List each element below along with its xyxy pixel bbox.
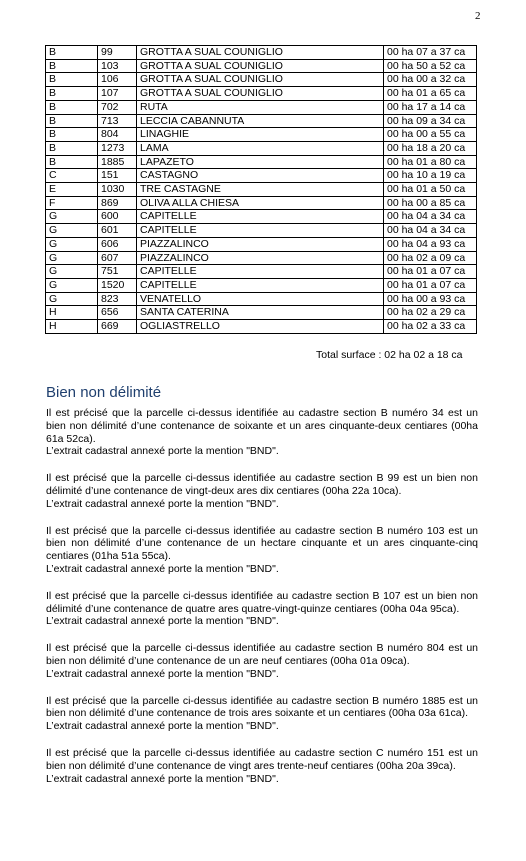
table-row [46, 73, 477, 87]
number-cell: 106 [98, 73, 137, 87]
section-cell: C [46, 169, 98, 183]
paragraph-mention: L’extrait cadastral annexé porte la mention "BND". [46, 667, 279, 680]
number-cell: 823 [98, 292, 137, 306]
section-cell: B [46, 73, 98, 87]
surface-cell: 00 ha 09 a 34 ca [384, 114, 477, 128]
surface-cell: 00 ha 02 a 29 ca [384, 306, 477, 320]
section-cell: G [46, 292, 98, 306]
paragraph-text: Il est précisé que la parcelle ci-dessus identifiée au cadastre section B numéro 1885 est un bien non délimité d’une contenance de trois ares soixante et un centiares (00ha 03a 61ca). [46, 694, 478, 720]
table-row [46, 100, 477, 114]
lieu-dit-cell: CAPITELLE [137, 210, 384, 224]
table-row [46, 59, 477, 73]
parcel-table [45, 45, 477, 334]
number-cell: 151 [98, 169, 137, 183]
number-cell: 103 [98, 59, 137, 73]
table-row [46, 183, 477, 197]
bnd-paragraph [46, 747, 478, 785]
table-row [46, 292, 477, 306]
number-cell: 1520 [98, 278, 137, 292]
surface-cell: 00 ha 07 a 37 ca [384, 46, 477, 60]
section-cell: B [46, 100, 98, 114]
surface-cell: 00 ha 10 a 19 ca [384, 169, 477, 183]
table-row [46, 237, 477, 251]
paragraph-text: Il est précisé que la parcelle ci-dessus identifiée au cadastre section B numéro 34 est un bien non délimité d’une contenance de soixante et un ares cinquante-deux centiares (00ha 61a 52ca). [46, 407, 478, 445]
section-cell: G [46, 224, 98, 238]
number-cell: 1030 [98, 183, 137, 197]
number-cell: 1273 [98, 141, 137, 155]
section-cell: G [46, 265, 98, 279]
lieu-dit-cell: LINAGHIE [137, 128, 384, 142]
number-cell: 99 [98, 46, 137, 60]
number-cell: 669 [98, 320, 137, 334]
lieu-dit-cell: CASTAGNO [137, 169, 384, 183]
surface-cell: 00 ha 50 a 52 ca [384, 59, 477, 73]
section-cell: B [46, 155, 98, 169]
lieu-dit-cell: CAPITELLE [137, 224, 384, 238]
lieu-dit-cell: CAPITELLE [137, 265, 384, 279]
surface-cell: 00 ha 04 a 34 ca [384, 210, 477, 224]
lieu-dit-cell: LAPAZETO [137, 155, 384, 169]
section-cell: G [46, 237, 98, 251]
section-cell: B [46, 114, 98, 128]
table-row [46, 320, 477, 334]
table-row [46, 141, 477, 155]
table-row [46, 224, 477, 238]
surface-cell: 00 ha 01 a 65 ca [384, 87, 477, 101]
surface-cell: 00 ha 01 a 50 ca [384, 183, 477, 197]
surface-cell: 00 ha 00 a 93 ca [384, 292, 477, 306]
section-cell: H [46, 320, 98, 334]
number-cell: 601 [98, 224, 137, 238]
bnd-paragraph [46, 590, 478, 628]
lieu-dit-cell: PIAZZALINCO [137, 251, 384, 265]
number-cell: 702 [98, 100, 137, 114]
paragraph-mention: L’extrait cadastral annexé porte la mention "BND". [46, 772, 279, 785]
surface-cell: 00 ha 01 a 80 ca [384, 155, 477, 169]
bnd-paragraph [46, 642, 478, 680]
paragraph-text: Il est précisé que la parcelle ci-dessus identifiée au cadastre section C numéro 151 est un bien non délimité d’une contenance de vingt ares trente-neuf centiares (00ha 20a 39ca). [46, 746, 478, 772]
number-cell: 656 [98, 306, 137, 320]
parcel-table-body [46, 46, 477, 334]
section-title: Bien non délimité [46, 384, 162, 401]
number-cell: 751 [98, 265, 137, 279]
number-cell: 804 [98, 128, 137, 142]
lieu-dit-cell: TRE CASTAGNE [137, 183, 384, 197]
number-cell: 869 [98, 196, 137, 210]
lieu-dit-cell: CAPITELLE [137, 278, 384, 292]
lieu-dit-cell: OGLIASTRELLO [137, 320, 384, 334]
paragraph-text: Il est précisé que la parcelle ci-dessus identifiée au cadastre section B 107 est un bien non délimité d’une contenance de quatre ares quatre-vingt-quinze centiares (00ha 04a 95ca). [46, 589, 478, 615]
table-row [46, 169, 477, 183]
table-row [46, 87, 477, 101]
section-cell: H [46, 306, 98, 320]
paragraph-text: Il est précisé que la parcelle ci-dessus identifiée au cadastre section B numéro 103 est un bien non délimité d’une contenance de un hectare cinquante et un ares cinquante-cinq centiares (01ha 51a 55ca). [46, 524, 478, 563]
table-row [46, 155, 477, 169]
surface-cell: 00 ha 02 a 09 ca [384, 251, 477, 265]
section-cell: G [46, 278, 98, 292]
table-row [46, 306, 477, 320]
section-cell: B [46, 46, 98, 60]
surface-cell: 00 ha 00 a 85 ca [384, 196, 477, 210]
paragraph-text: Il est précisé que la parcelle ci-dessus identifiée au cadastre section B 99 est un bien non délimité d’une contenance de vingt-deux ares dix centiares (00ha 22a 10ca). [46, 472, 478, 497]
paragraph-mention: L’extrait cadastral annexé porte la mention "BND". [46, 445, 279, 458]
section-cell: B [46, 87, 98, 101]
number-cell: 606 [98, 237, 137, 251]
number-cell: 107 [98, 87, 137, 101]
lieu-dit-cell: PIAZZALINCO [137, 237, 384, 251]
paragraph-text: Il est précisé que la parcelle ci-dessus identifiée au cadastre section B numéro 804 est un bien non délimité d’une contenance de un are neuf centiares (00ha 01a 09ca). [46, 642, 478, 667]
lieu-dit-cell: RUTA [137, 100, 384, 114]
table-row [46, 128, 477, 142]
lieu-dit-cell: SANTA CATERINA [137, 306, 384, 320]
lieu-dit-cell: VENATELLO [137, 292, 384, 306]
surface-cell: 00 ha 01 a 07 ca [384, 278, 477, 292]
lieu-dit-cell: GROTTA A SUAL COUNIGLIO [137, 59, 384, 73]
surface-cell: 00 ha 02 a 33 ca [384, 320, 477, 334]
table-row [46, 265, 477, 279]
lieu-dit-cell: LECCIA CABANNUTA [137, 114, 384, 128]
table-row [46, 114, 477, 128]
section-cell: G [46, 251, 98, 265]
surface-cell: 00 ha 04 a 34 ca [384, 224, 477, 238]
bnd-paragraph [46, 407, 478, 458]
number-cell: 607 [98, 251, 137, 265]
paragraph-mention: L’extrait cadastral annexé porte la mention "BND". [46, 720, 279, 733]
paragraph-mention: L’extrait cadastral annexé porte la mention "BND". [46, 615, 279, 628]
section-cell: B [46, 59, 98, 73]
paragraphs-block [46, 407, 478, 799]
surface-cell: 00 ha 18 a 20 ca [384, 141, 477, 155]
page-number: 2 [475, 10, 481, 22]
surface-cell: 00 ha 00 a 32 ca [384, 73, 477, 87]
lieu-dit-cell: LAMA [137, 141, 384, 155]
table-row [46, 251, 477, 265]
bnd-paragraph [46, 695, 478, 733]
lieu-dit-cell: GROTTA A SUAL COUNIGLIO [137, 73, 384, 87]
section-cell: B [46, 128, 98, 142]
table-row [46, 196, 477, 210]
number-cell: 600 [98, 210, 137, 224]
table-row [46, 210, 477, 224]
paragraph-mention: L’extrait cadastral annexé porte la mention "BND". [46, 562, 279, 575]
number-cell: 713 [98, 114, 137, 128]
total-surface: Total surface : 02 ha 02 a 18 ca [316, 349, 463, 361]
lieu-dit-cell: OLIVA ALLA CHIESA [137, 196, 384, 210]
bnd-paragraph [46, 525, 478, 576]
section-cell: F [46, 196, 98, 210]
lieu-dit-cell: GROTTA A SUAL COUNIGLIO [137, 46, 384, 60]
table-row [46, 46, 477, 60]
bnd-paragraph [46, 472, 478, 510]
section-cell: B [46, 141, 98, 155]
surface-cell: 00 ha 01 a 07 ca [384, 265, 477, 279]
lieu-dit-cell: GROTTA A SUAL COUNIGLIO [137, 87, 384, 101]
surface-cell: 00 ha 04 a 93 ca [384, 237, 477, 251]
table-row [46, 278, 477, 292]
number-cell: 1885 [98, 155, 137, 169]
section-cell: E [46, 183, 98, 197]
surface-cell: 00 ha 00 a 55 ca [384, 128, 477, 142]
section-cell: G [46, 210, 98, 224]
paragraph-mention: L’extrait cadastral annexé porte la mention "BND". [46, 497, 279, 510]
surface-cell: 00 ha 17 a 14 ca [384, 100, 477, 114]
